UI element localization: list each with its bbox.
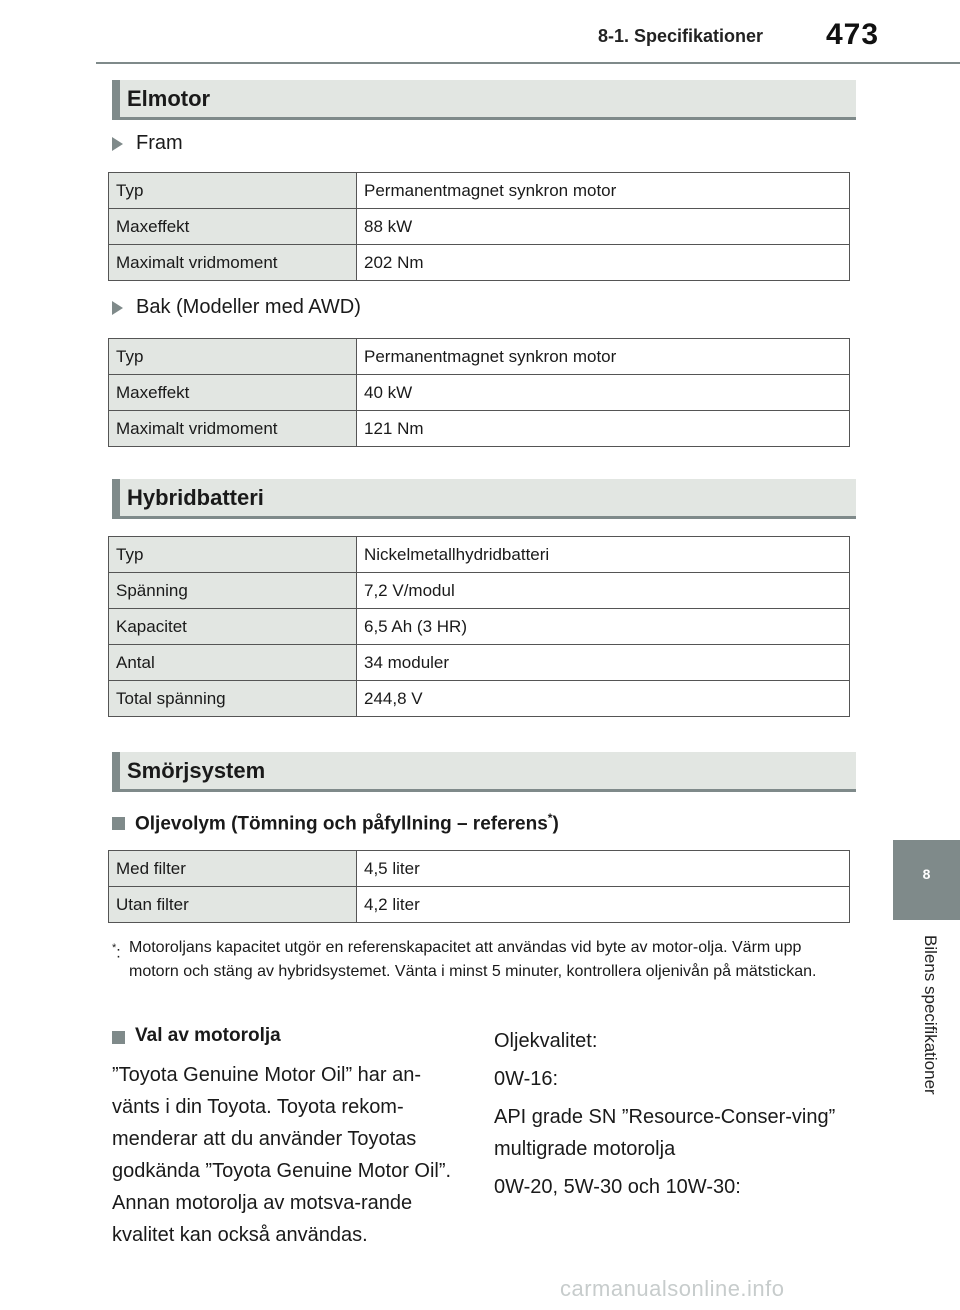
oil-volume-heading-text: Oljevolym (Tömning och påfyllning – referens [135,813,548,835]
arrow-icon [112,301,123,315]
footnote-asterisk: * [112,942,117,954]
arrow-icon [112,137,123,151]
row-key: Spänning [109,573,357,609]
table-row [109,375,850,411]
subheading-rear: Bak (Modeller med AWD) [136,296,361,318]
oil-quality-line: Oljekvalitet: [494,1030,598,1052]
footnote-marker [112,936,121,965]
footnote-reference: * [547,811,553,825]
row-key: Maximalt vridmoment [109,411,357,447]
row-key: Med filter [109,851,357,887]
row-value: 202 Nm [357,245,850,281]
oil-volume-heading-end: ) [552,813,559,835]
table-row [109,645,850,681]
table-oil-volume [108,850,850,923]
row-key: Utan filter [109,887,357,923]
row-value: Nickelmetallhydridbatteri [357,537,850,573]
table-row [109,609,850,645]
square-bullet-icon [112,817,125,830]
footnote-colon: : [116,944,121,962]
table-row [109,681,850,717]
table-row [109,209,850,245]
footnote [112,936,842,984]
row-value: 7,2 V/modul [357,573,850,609]
footnote-text: Motoroljans kapacitet utgör en referenskapacitet att användas vid byte av motor-olja. Värm upp motorn och stäng av hybridsystemet. Vänta i minst 5 minuter, kontrollera oljenivån på mätstickan. [129,939,817,980]
oil-volume-heading [135,811,559,835]
row-key: Antal [109,645,357,681]
oil-quality-line: API grade SN ”Resource-Conser-ving” multigrade motorolja [494,1106,836,1160]
chapter-label: Bilens specifikationer [921,935,940,1095]
section-title-lubrication: Smörjsystem [127,758,266,783]
table-row [109,573,850,609]
row-value: Permanentmagnet synkron motor [357,339,850,375]
row-value: 6,5 Ah (3 HR) [357,609,850,645]
row-key: Total spänning [109,681,357,717]
row-key: Typ [109,339,357,375]
motor-oil-heading: Val av motorolja [135,1025,281,1046]
row-value: 121 Nm [357,411,850,447]
section-title-elmotor: Elmotor [127,86,211,111]
row-value: 244,8 V [357,681,850,717]
oil-quality-line: 0W-20, 5W-30 och 10W-30: [494,1176,741,1198]
table-row [109,339,850,375]
chapter-number: 8 [922,866,931,882]
page-number: 473 [826,18,880,51]
oil-quality-line: 0W-16: [494,1068,559,1090]
row-value: Permanentmagnet synkron motor [357,173,850,209]
table-rear-motor [108,338,850,447]
row-value: 4,5 liter [357,851,850,887]
section-bar-elmotor [112,80,856,120]
row-value: 34 moduler [357,645,850,681]
table-hybrid-battery [108,536,850,717]
motor-oil-paragraph: ”Toyota Genuine Motor Oil” har an-vänts i din Toyota. Toyota rekom-menderar att du använder Toyotas godkända ”Toyota Genuine Motor Oil”. Annan motorolja av motsva-rande kvalitet kan också användas. [112,1064,452,1246]
row-key: Typ [109,173,357,209]
section-heading: 8-1. Specifikationer [598,26,764,46]
row-value: 4,2 liter [357,887,850,923]
row-value: 88 kW [357,209,850,245]
watermark: carmanualsonline.info [560,1276,785,1301]
section-title-hybrid: Hybridbatteri [127,485,264,510]
header-divider [96,62,960,64]
table-row [109,173,850,209]
table-row [109,537,850,573]
table-row [109,851,850,887]
row-key: Typ [109,537,357,573]
row-value: 40 kW [357,375,850,411]
table-row [109,245,850,281]
oil-quality-column [494,1025,854,1209]
row-key: Kapacitet [109,609,357,645]
row-key: Maximalt vridmoment [109,245,357,281]
table-row [109,887,850,923]
table-front-motor [108,172,850,281]
square-bullet-icon [112,1031,125,1044]
subheading-front: Fram [136,132,183,154]
table-row [109,411,850,447]
row-key: Maxeffekt [109,209,357,245]
row-key: Maxeffekt [109,375,357,411]
